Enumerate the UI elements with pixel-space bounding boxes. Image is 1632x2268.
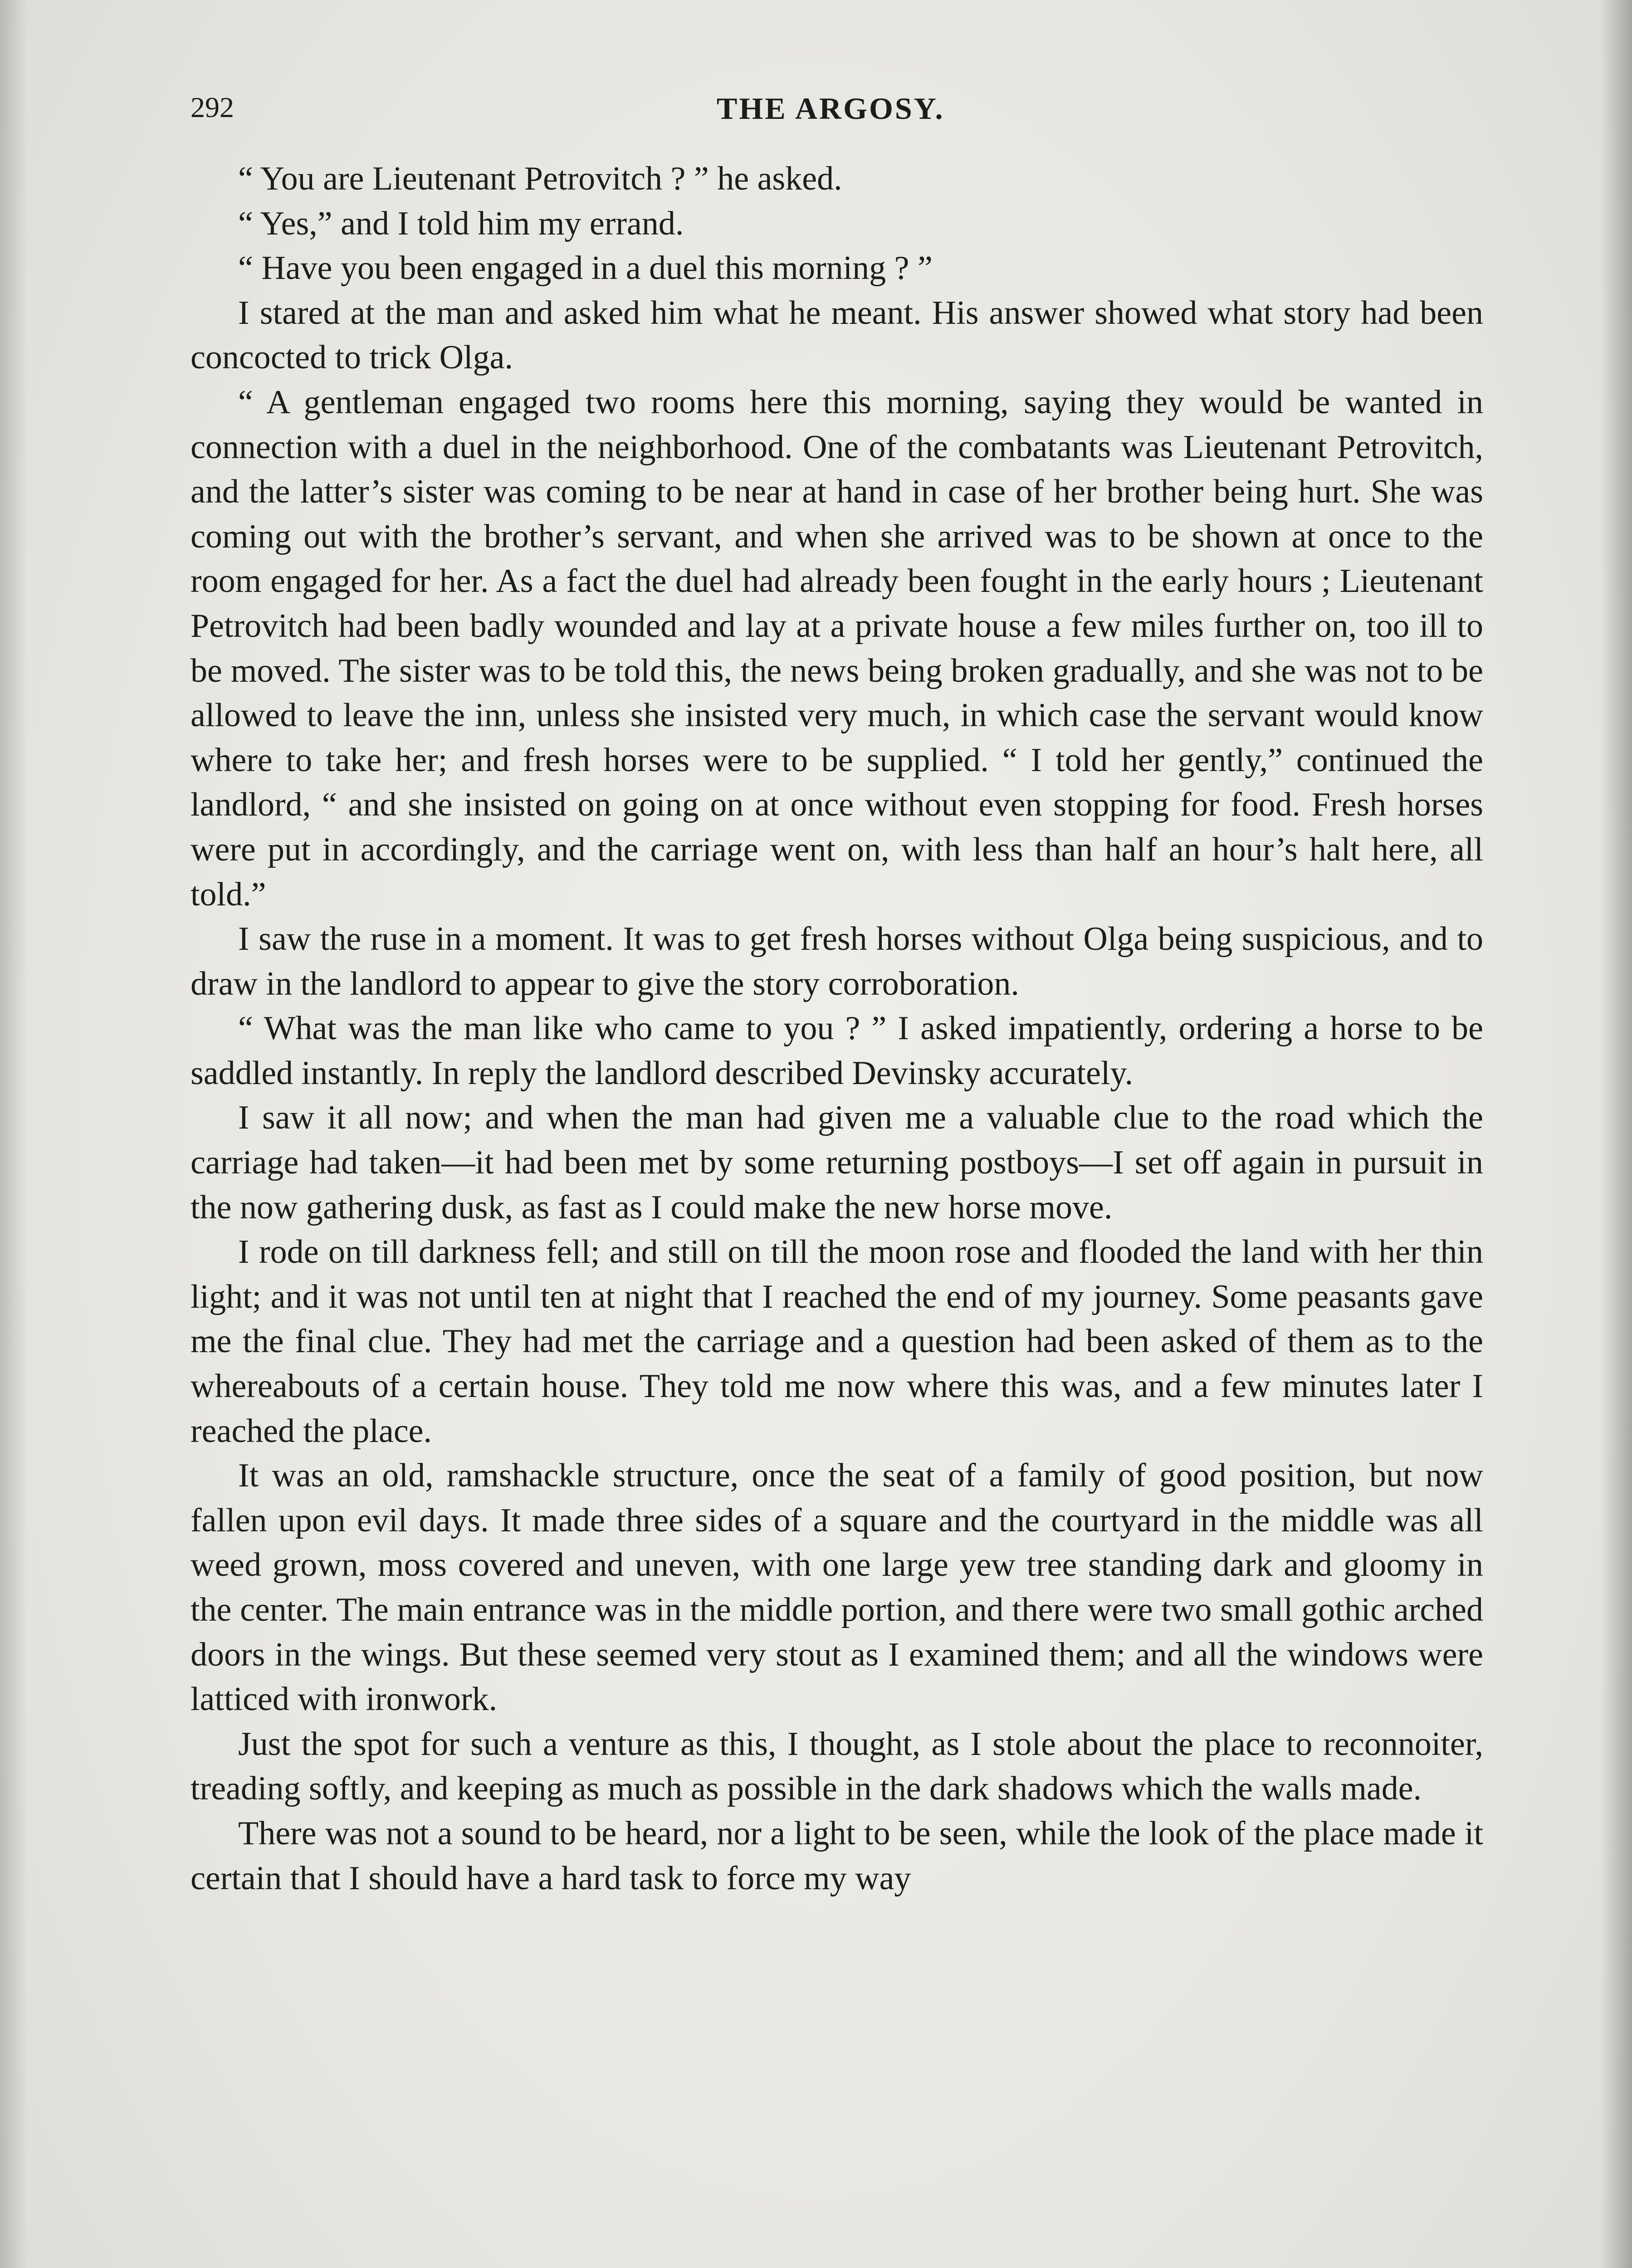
paragraph: I rode on till darkness fell; and still on till the moon rose and flooded the land with her thin light; and it was not until ten at night that I reached the end of my journey. Some peasants gave me the final clue. They had met the carriage and a question had been asked of them as to the whereabouts of a certain house. They told me now where this was, and a few minutes later I reached the place. xyxy=(191,1233,1483,1450)
paragraph: I saw the ruse in a moment. It was to get fresh horses without Olga being suspicious, and to draw in the landlord to appear to give the story corroboration. xyxy=(191,920,1483,1002)
paragraph: “ What was the man like who came to you ? ” I asked impatiently, ordering a horse to be saddled instantly. In reply the landlord described Devinsky accurately. xyxy=(191,1010,1483,1092)
page-number: 292 xyxy=(191,91,234,123)
paragraph: I saw it all now; and when the man had given me a valuable clue to the road which the carriage had taken—it had been met by some returning postboys—I set off again in pursuit in the now gathering dusk, as fast as I could make the new horse move. xyxy=(191,1099,1483,1226)
paragraph: It was an old, ramshackle structure, once the seat of a family of good position, but now fallen upon evil days. It made three sides of a square and the courtyard in the middle was all weed grown, moss covered and uneven, with one large yew tree standing dark and gloomy in the center. The main entrance was in the middle portion, and there were two small gothic arched doors in the wings. But these seemed very stout as I examined them; and all the windows were latticed with ironwork. xyxy=(191,1457,1483,1718)
paragraph: “ A gentleman engaged two rooms here this morning, saying they would be wanted in connection with a duel in the neighborhood. One of the combatants was Lieutenant Petrovitch, and the latter’s sister was coming to be near at hand in case of her brother being hurt. She was coming out with the brother’s servant, and when she arrived was to be shown at once to the room engaged for her. As a fact the duel had already been fought in the early hours ; Lieutenant Petrovitch had been badly wounded and lay at a private house a few miles further on, too ill to be moved. The sister was to be told this, the news being broken gradually, and she was not to be allowed to leave the inn, unless she insisted very much, in which case the servant would know where to take her; and fresh horses were to be supplied. “ I told her gently,” continued the landlord, “ and she insisted on going on at once without even stopping for food. Fresh horses were put in accordingly, and the carriage went on, with less than half an hour’s halt here, all told.” xyxy=(191,383,1483,913)
paragraph: “ Have you been engaged in a duel this morning ? ” xyxy=(238,249,933,287)
running-head-title: THE ARGOSY. xyxy=(717,91,945,126)
paragraph: I stared at the man and asked him what he meant. His answer showed what story had been concocted to trick Olga. xyxy=(191,294,1483,376)
paragraph: “ Yes,” and I told him my errand. xyxy=(238,205,684,242)
paragraph: Just the spot for such a venture as this, I thought, as I stole about the place to reconnoiter, treading softly, and keeping as much as possible in the dark shadows which the walls made. xyxy=(191,1725,1483,1808)
article-body xyxy=(191,156,1483,1901)
page-edge-shadow-right xyxy=(1600,0,1632,2268)
paragraph: There was not a sound to be heard, nor a light to be seen, while the look of the place made it certain that I should have a hard task to force my way xyxy=(191,1814,1483,1897)
page-edge-shadow-left xyxy=(0,0,27,2268)
paragraph: “ You are Lieutenant Petrovitch ? ” he asked. xyxy=(238,160,842,197)
